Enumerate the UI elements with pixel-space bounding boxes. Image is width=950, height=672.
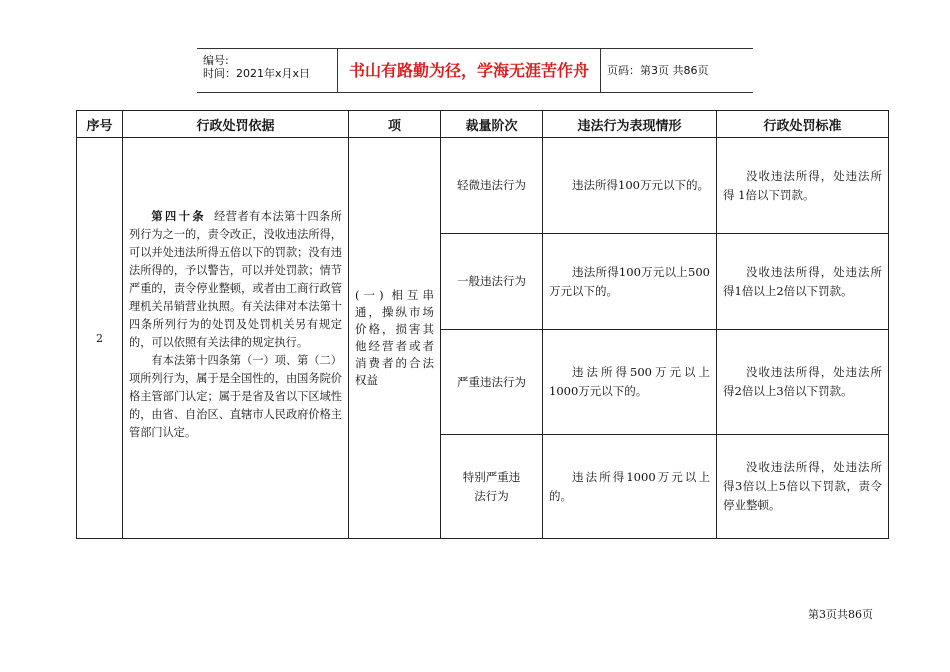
col-header-seq: 序号 xyxy=(77,111,123,138)
header-page-number: 页码：第3页 共86页 xyxy=(607,64,709,77)
level-cell: 轻微违法行为 xyxy=(441,138,543,234)
footer-page-number: 第3页共86页 xyxy=(808,608,873,621)
table-row xyxy=(77,138,889,234)
col-header-level: 裁量阶次 xyxy=(441,111,543,138)
col-header-item: 项 xyxy=(349,111,441,138)
standard-cell: 没收违法所得，处违法所得2倍以上3倍以下罚款。 xyxy=(717,330,889,435)
header-meta xyxy=(197,49,337,92)
document-header xyxy=(197,48,753,93)
col-header-standard: 行政处罚标准 xyxy=(717,111,889,138)
situation-cell: 违法所得1000万元以上的。 xyxy=(543,435,717,539)
level-cell: 严重违法行为 xyxy=(441,330,543,435)
penalty-table xyxy=(76,110,889,539)
basis-paragraph-2: 有本法第十四条第（一）项、第（二）项所列行为，属于是全国性的，由国务院价格主管部门认定；属于是省及省以下区域性的，由省、自治区、直辖市人民政府价格主管部门认定。 xyxy=(129,353,342,439)
situation-cell: 违法所得100万元以上500万元以下的。 xyxy=(543,234,717,330)
table-header-row xyxy=(77,111,889,138)
number-label: 编号: xyxy=(203,54,229,67)
situation-cell: 违法所得100万元以下的。 xyxy=(543,138,717,234)
seq-cell: 2 xyxy=(77,138,123,539)
basis-article-title: 第四十条 xyxy=(151,208,207,223)
level-cell: 特别严重违法行为 xyxy=(441,435,543,539)
item-cell: (一) 相互串通，操纵市场价格，损害其他经营者或者消费者的合法权益 xyxy=(349,138,441,539)
standard-cell: 没收违法所得，处违法所得1倍以上2倍以下罚款。 xyxy=(717,234,889,330)
header-divider xyxy=(600,49,601,92)
standard-cell: 没收违法所得，处违法所得3倍以上5倍以下罚款，责令停业整顿。 xyxy=(717,435,889,539)
time-label: 时间：2021年x月x日 xyxy=(203,67,311,80)
situation-cell: 违法所得500万元以上1000万元以下的。 xyxy=(543,330,717,435)
basis-paragraph-1: 经营者有本法第十四条所列行为之一的，责令改正，没收违法所得，可以并处违法所得五倍以下的罚款；没有违法所得的，予以警告，可以并处罚款；情节严重的，责令停业整顿，或者由工商行政管理机关吊销营业执照。有关法律对本法第十四条所列行为的处罚及处罚机关另有规定的，可以依照有关法律的规定执行。 xyxy=(129,209,342,349)
col-header-situation: 违法行为表现情形 xyxy=(543,111,717,138)
basis-cell xyxy=(123,138,349,539)
level-cell: 一般违法行为 xyxy=(441,234,543,330)
standard-cell: 没收违法所得，处违法所得 1倍以下罚款。 xyxy=(717,138,889,234)
header-motto: 书山有路勤为径，学海无涯苦作舟 xyxy=(348,61,589,80)
col-header-basis: 行政处罚依据 xyxy=(123,111,349,138)
